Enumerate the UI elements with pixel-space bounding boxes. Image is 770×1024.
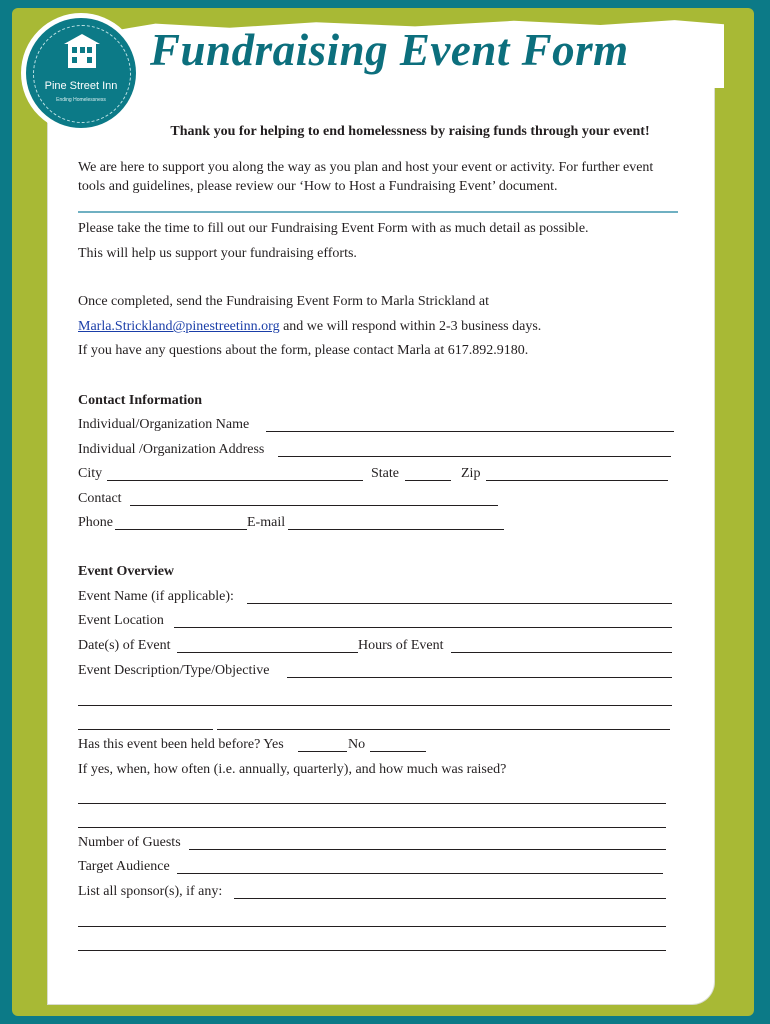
contact-heading: Contact Information bbox=[78, 393, 203, 408]
guests-field[interactable] bbox=[189, 849, 666, 850]
sponsors-field-line2[interactable] bbox=[78, 926, 666, 927]
event-description-line3a[interactable] bbox=[78, 729, 213, 730]
send-instruction-line2 bbox=[78, 319, 541, 335]
section-divider bbox=[78, 211, 678, 213]
pine-street-inn-logo bbox=[26, 18, 136, 128]
contact-field[interactable] bbox=[130, 505, 498, 506]
event-name-label: Event Name (if applicable): bbox=[78, 589, 234, 604]
support-text-line1: We are here to support you along the way as you plan and host your event or activity. For further event bbox=[78, 160, 654, 175]
if-yes-field-line2[interactable] bbox=[78, 827, 666, 828]
event-dates-field[interactable] bbox=[177, 652, 358, 653]
sponsors-field[interactable] bbox=[234, 898, 666, 899]
org-address-field[interactable] bbox=[278, 456, 671, 457]
event-description-line2[interactable] bbox=[78, 705, 672, 706]
logo-window bbox=[72, 57, 77, 63]
city-label: City bbox=[78, 466, 103, 481]
email-link[interactable]: Marla.Strickland@pinestreetinn.org bbox=[78, 319, 280, 334]
guests-label: Number of Guests bbox=[78, 835, 181, 850]
logo-name: Pine Street Inn bbox=[44, 80, 118, 92]
thank-you-line: Thank you for helping to end homelessness by raising funds through your event! bbox=[170, 124, 650, 139]
phone-field[interactable] bbox=[115, 529, 247, 530]
target-audience-label: Target Audience bbox=[78, 859, 170, 874]
email-field[interactable] bbox=[288, 529, 504, 530]
state-field[interactable] bbox=[405, 480, 451, 481]
fill-instruction-line2: This will help us support your fundraising efforts. bbox=[78, 246, 357, 261]
send-instruction-rest: and we will respond within 2-3 business days. bbox=[279, 319, 542, 334]
phone-label: Phone bbox=[78, 515, 113, 530]
event-description-field[interactable] bbox=[287, 677, 672, 678]
event-name-field[interactable] bbox=[247, 603, 672, 604]
if-yes-label: If yes, when, how often (i.e. annually, quarterly), and how much was raised? bbox=[78, 762, 507, 777]
sponsors-field-line3[interactable] bbox=[78, 950, 666, 951]
org-address-label: Individual /Organization Address bbox=[78, 442, 265, 457]
logo-window bbox=[87, 57, 92, 63]
support-text-line2: tools and guidelines, please review our ‘How to Host a Fundraising Event’ document. bbox=[78, 179, 558, 194]
held-before-label: Has this event been held before? Yes bbox=[78, 737, 284, 752]
logo-tagline: Ending Homelessness bbox=[56, 97, 106, 103]
event-hours-field[interactable] bbox=[451, 652, 672, 653]
held-before-no-label: No bbox=[348, 737, 366, 752]
org-name-label: Individual/Organization Name bbox=[78, 417, 250, 432]
event-description-label: Event Description/Type/Objective bbox=[78, 663, 270, 678]
held-before-yes-field[interactable] bbox=[298, 751, 347, 752]
held-before-no-field[interactable] bbox=[370, 751, 426, 752]
logo-window bbox=[72, 47, 77, 53]
event-hours-label: Hours of Event bbox=[358, 638, 444, 653]
zip-field[interactable] bbox=[486, 480, 668, 481]
city-field[interactable] bbox=[107, 480, 363, 481]
fill-instruction-line1: Please take the time to fill out our Fundraising Event Form with as much detail as possible. bbox=[78, 221, 589, 236]
event-location-label: Event Location bbox=[78, 613, 164, 628]
event-description-line3b[interactable] bbox=[217, 729, 670, 730]
questions-line: If you have any questions about the form, please contact Marla at 617.892.9180. bbox=[78, 343, 529, 358]
logo-building-icon bbox=[68, 42, 96, 68]
logo-window bbox=[80, 47, 85, 53]
state-label: State bbox=[371, 466, 399, 481]
page-title: Fundraising Event Form bbox=[150, 25, 629, 75]
event-dates-label: Date(s) of Event bbox=[78, 638, 171, 653]
target-audience-field[interactable] bbox=[177, 873, 663, 874]
event-location-field[interactable] bbox=[174, 627, 672, 628]
if-yes-field-line1[interactable] bbox=[78, 803, 666, 804]
zip-label: Zip bbox=[461, 466, 481, 481]
sponsors-label: List all sponsor(s), if any: bbox=[78, 884, 223, 899]
org-name-field[interactable] bbox=[266, 431, 674, 432]
contact-label: Contact bbox=[78, 491, 122, 506]
send-instruction-line1: Once completed, send the Fundraising Event Form to Marla Strickland at bbox=[78, 294, 489, 309]
event-heading: Event Overview bbox=[78, 564, 175, 579]
logo-window bbox=[87, 47, 92, 53]
email-label: E-mail bbox=[247, 515, 286, 530]
